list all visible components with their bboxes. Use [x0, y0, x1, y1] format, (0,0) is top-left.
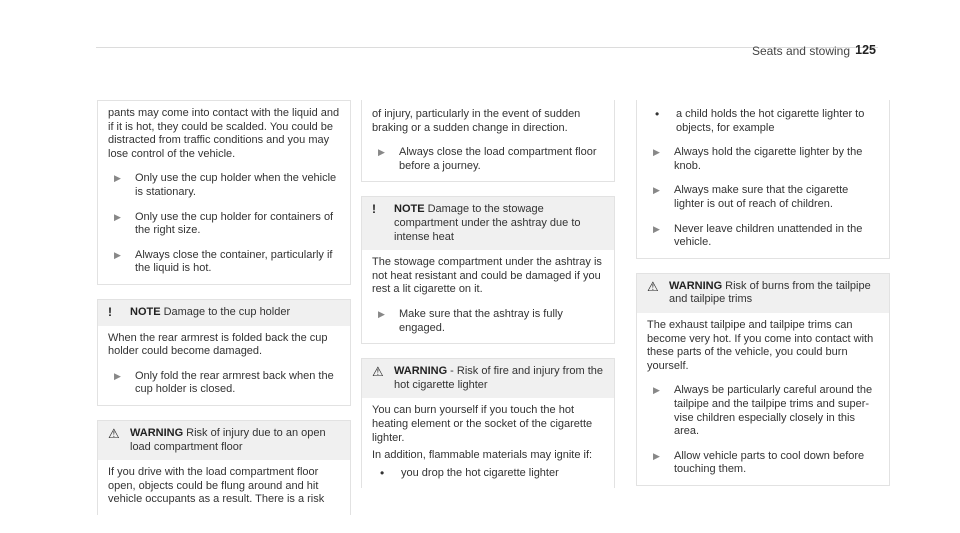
bullet-dot-icon: • [380, 465, 385, 480]
arrow-icon: ▶ [378, 308, 385, 319]
paragraph: If you drive with the load compartment floor open, objects could be flung around and hit vehicle occupants as a result. There is a risk [108, 466, 325, 506]
arrow-icon: ▶ [378, 147, 385, 158]
section-title: Seats and stowing [751, 44, 850, 58]
warning-header [362, 359, 614, 398]
paragraph: The stowage compartment under the ashtray is not heat resistant and could be damaged if you rest a lit cigarette on it. [372, 256, 602, 296]
paragraph: You can burn yourself if you touch the hot heating element or the socket of the cigarette lighter. [372, 404, 593, 444]
warning-title: Risk of injury due to an open load compartment floor [130, 426, 326, 453]
warning-title: Risk of burns from the tailpipe and tailpipe trims [669, 279, 871, 306]
safety-box [636, 100, 890, 259]
warning-triangle-icon: ⚠ [647, 278, 659, 294]
list-item [372, 467, 604, 481]
list-item [108, 211, 340, 238]
arrow-icon: ▶ [114, 173, 121, 184]
list-item-text: a child holds the hot cigarette lighter to objects, for example [676, 108, 865, 134]
note-title: Damage to the stowage compartment under the ashtray due to intense heat [394, 203, 581, 243]
note-box [97, 299, 351, 406]
warning-label: WARNING [130, 426, 184, 439]
list-item [372, 308, 604, 335]
list-item-text: Always close the load compartment floor before a journey. [399, 146, 597, 172]
safety-box [97, 100, 351, 285]
list-item-text: Always close the container, particularly if the liquid is hot. [135, 248, 333, 275]
list-item [647, 108, 879, 135]
column-2 [361, 100, 615, 488]
list-item [647, 384, 879, 438]
note-label: NOTE [394, 203, 425, 216]
warning-label: WARNING [394, 365, 448, 378]
note-header [98, 300, 350, 326]
page-number: 125 [855, 43, 876, 57]
list-item-text: Only use the cup holder for containers of the right size. [135, 210, 334, 237]
warning-header [98, 421, 350, 460]
warning-triangle-icon: ⚠ [372, 364, 384, 380]
list-item-text: Always hold the cigarette lighter by the knob. [674, 146, 863, 172]
arrow-icon: ▶ [114, 370, 121, 381]
list-item-text: Always make sure that the cigarette lighter is out of reach of children. [674, 184, 849, 210]
list-item [108, 172, 340, 199]
notice-icon: ! [372, 202, 376, 217]
paragraph: pants may come into contact with the liquid and if it is hot, they could be scalded. You could be distracted from traffic conditions and you may lose control of the vehicle. [108, 107, 340, 160]
column-3 [636, 100, 890, 486]
warning-label: WARNING [669, 279, 723, 292]
bullet-dot-icon: • [655, 107, 660, 121]
list-item [647, 223, 879, 250]
list-item-text: you drop the hot cigarette lighter [401, 466, 559, 479]
notice-icon: ! [108, 304, 112, 319]
list-item [647, 146, 879, 173]
list-item-text: Make sure that the ashtray is fully engaged. [399, 307, 563, 334]
list-item-text: Never leave children unattended in the vehicle. [674, 222, 863, 249]
paragraph: of injury, particularly in the event of sudden braking or a sudden change in direction. [372, 108, 581, 134]
safety-box [361, 100, 615, 182]
column-1 [97, 100, 351, 515]
warning-box [97, 420, 351, 515]
arrow-icon: ▶ [653, 147, 660, 158]
warning-title: - Risk of fire and injury from the hot cigarette lighter [394, 365, 604, 391]
warning-box [636, 273, 890, 486]
warning-triangle-icon: ⚠ [108, 425, 120, 441]
note-header [362, 197, 614, 250]
list-item-text: Only use the cup holder when the vehicle is stationary. [135, 172, 337, 198]
paragraph: In addition, flammable materials may ignite if: [372, 449, 593, 462]
note-box [361, 196, 615, 344]
list-item [647, 184, 879, 211]
list-item [647, 450, 879, 477]
paragraph: When the rear armrest is folded back the cup holder could become damaged. [108, 331, 328, 358]
warning-box [361, 358, 615, 488]
arrow-icon: ▶ [653, 450, 660, 461]
list-item [108, 249, 340, 276]
arrow-icon: ▶ [653, 223, 660, 234]
list-item [108, 370, 340, 397]
list-item-text: Always be particularly careful around the tailpipe and the tailpipe trims and super-vise children especially closely in this area. [674, 384, 873, 438]
arrow-icon: ▶ [114, 211, 121, 222]
paragraph: The exhaust tailpipe and tailpipe trims can become very hot. If you come into contact with these parts of the vehicle, you could burn yourself. [647, 318, 874, 372]
list-item [372, 146, 604, 173]
list-item-text: Only fold the rear armrest back when the cup holder is closed. [135, 369, 334, 396]
arrow-icon: ▶ [653, 385, 660, 396]
note-title: Damage to the cup holder [163, 305, 291, 318]
arrow-icon: ▶ [114, 249, 121, 260]
arrow-icon: ▶ [653, 185, 660, 196]
warning-header [637, 274, 889, 313]
note-label: NOTE [130, 305, 161, 318]
list-item-text: Allow vehicle parts to cool down before touching them. [674, 449, 865, 476]
